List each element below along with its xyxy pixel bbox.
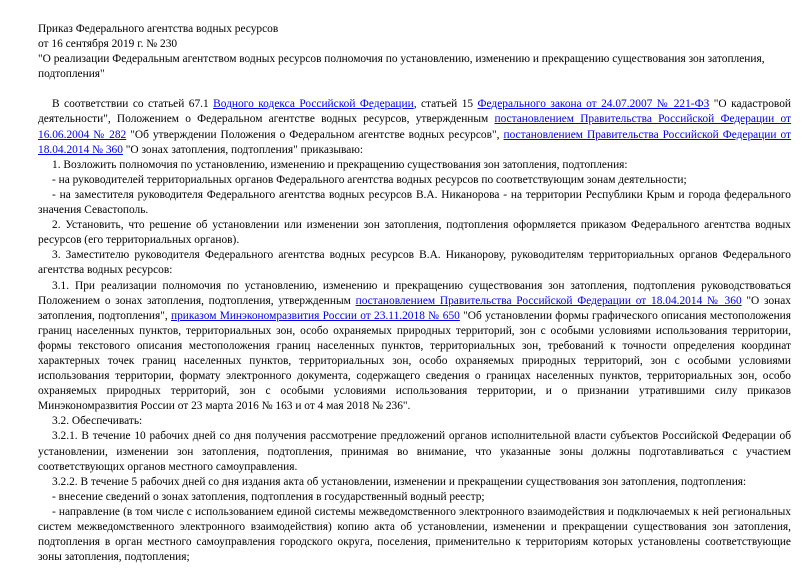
text-span: , статьей 15 xyxy=(413,98,478,111)
clause-3-2-1: 3.2.1. В течение 10 рабочих дней со дня получения рассмотрение предложений органов исполнительной власти субъектов Российской Федерации об установлении, изменении зон затопления, подтопления, принимая во внимание, что указанные зоны должны подготавливаться с участием соответствующих органов местного самоуправления. xyxy=(38,430,791,473)
clause-1-item-2: - на заместителя руководителя Федерального агентства водных ресурсов В.А. Никанорова - на территории Республики Крым и города федерального значения Севастополь. xyxy=(38,188,791,217)
link-water-code[interactable]: Водного кодекса Российской Федерации xyxy=(213,98,414,111)
clause-1-item-1: - на руководителей территориальных органов Федерального агентства водных ресурсов по соответствующим зонам деятельности; xyxy=(52,173,687,186)
text-span: "Об установлении формы графического описания местоположения границ населенных пунктов, территориальных зон, особо охраняемых природных территорий, зон с особыми условиями использования территории, формы текстового описания местоположения границ населенных пунктов, территориальных зон, требований к точности определения координат характерных точек границ населенных пунктов, территориальных зон, особо охраняемых природных территорий, зон с особыми условиями использования территории, формату электронного документа, содержащего сведения о границах населенных пунктов, территориальных зон, особо охраняемых природных территорий, зон с особыми условиями использования территории, и о признании утратившими силу приказов Минэкономразвития России от 23 марта 2016 № 163 и от 4 мая 2018 № 236". xyxy=(38,309,791,413)
link-resolution-282[interactable]: постановлением Правительства Российской Федерации от 16.06.2004 № 282 xyxy=(38,113,791,141)
document xyxy=(38,22,791,565)
link-federal-law-221[interactable]: Федерального закона от 24.07.2007 № 221-ФЗ xyxy=(477,98,710,111)
text-span: "О зонах затопления, подтопления", xyxy=(38,294,791,322)
header-title: Приказ Федерального агентства водных ресурсов xyxy=(38,23,279,35)
link-resolution-360-b[interactable]: постановлением Правительства Российской Федерации от 18.04.2014 № 360 xyxy=(355,294,742,307)
clause-2: 2. Установить, что решение об установлении или изменении зон затопления, подтопления оформляется приказом Федерального агентства водных ресурсов (его территориальных органов). xyxy=(38,219,791,247)
document-header xyxy=(38,22,791,82)
clause-3: 3. Заместителю руководителя Федерального агентства водных ресурсов В.А. Никанорову, руководителям территориальных органов Федерального агентства водных ресурсов: xyxy=(38,249,791,277)
document-body xyxy=(38,97,791,565)
clause-3-2: 3.2. Обеспечивать: xyxy=(52,415,143,428)
clause-3-2-2-item-1: - внесение сведений о зонах затопления, подтопления в государственный водный реестр; xyxy=(52,490,485,503)
clause-1: 1. Возложить полномочия по установлению, изменению и прекращению существования зон затопления, подтопления: xyxy=(52,158,628,171)
header-date: от 16 сентября 2019 г. № 230 xyxy=(38,38,178,51)
clause-3-2-2: 3.2.2. В течение 5 рабочих дней со дня издания акта об установлении, изменении и прекращении существования зон затопления, подтопления: xyxy=(52,475,747,488)
header-subject: "О реализации Федеральным агентством водных ресурсов полномочия по установлению, изменению и прекращению существования зон затопления, подтопления" xyxy=(38,53,765,81)
text-span: "О кадастровой деятельности", Положением о Федеральном агентстве водных ресурсов, утвержденным xyxy=(38,98,791,126)
text-span: "Об утверждении Положения о Федеральном агентстве водных ресурсов", xyxy=(126,128,504,141)
clause-3-1 xyxy=(38,279,791,415)
clause-3-2-2-item-2: - направление (в том числе с использованием единой системы межведомственного электронного взаимодействия и подключаемых к ней региональных систем межведомственного электронного взаимодействия) копию акта об установлении, изменении и прекращении существования зон затопления, подтопления в орган местного самоуправления городского округа, поселения, применительно к территориям которых установлены соответствующие зоны затопления, подтопления; xyxy=(38,505,791,564)
link-resolution-360[interactable]: постановлением Правительства Российской Федерации от 18.04.2014 № 360 xyxy=(38,128,791,156)
text-span: "О зонах затопления, подтопления" приказываю: xyxy=(122,143,364,156)
text-span: 3.1. При реализации полномочия по установлению, изменению и прекращению существования зон затопления, подтопления руководствоваться Положением о зонах затопления, подтопления, утвержденным xyxy=(38,279,791,307)
link-order-650[interactable]: приказом Минэкономразвития России от 23.11.2018 № 650 xyxy=(171,309,460,322)
text-span: В соответствии со статьей 67.1 xyxy=(52,98,214,111)
preamble-paragraph xyxy=(38,97,791,157)
